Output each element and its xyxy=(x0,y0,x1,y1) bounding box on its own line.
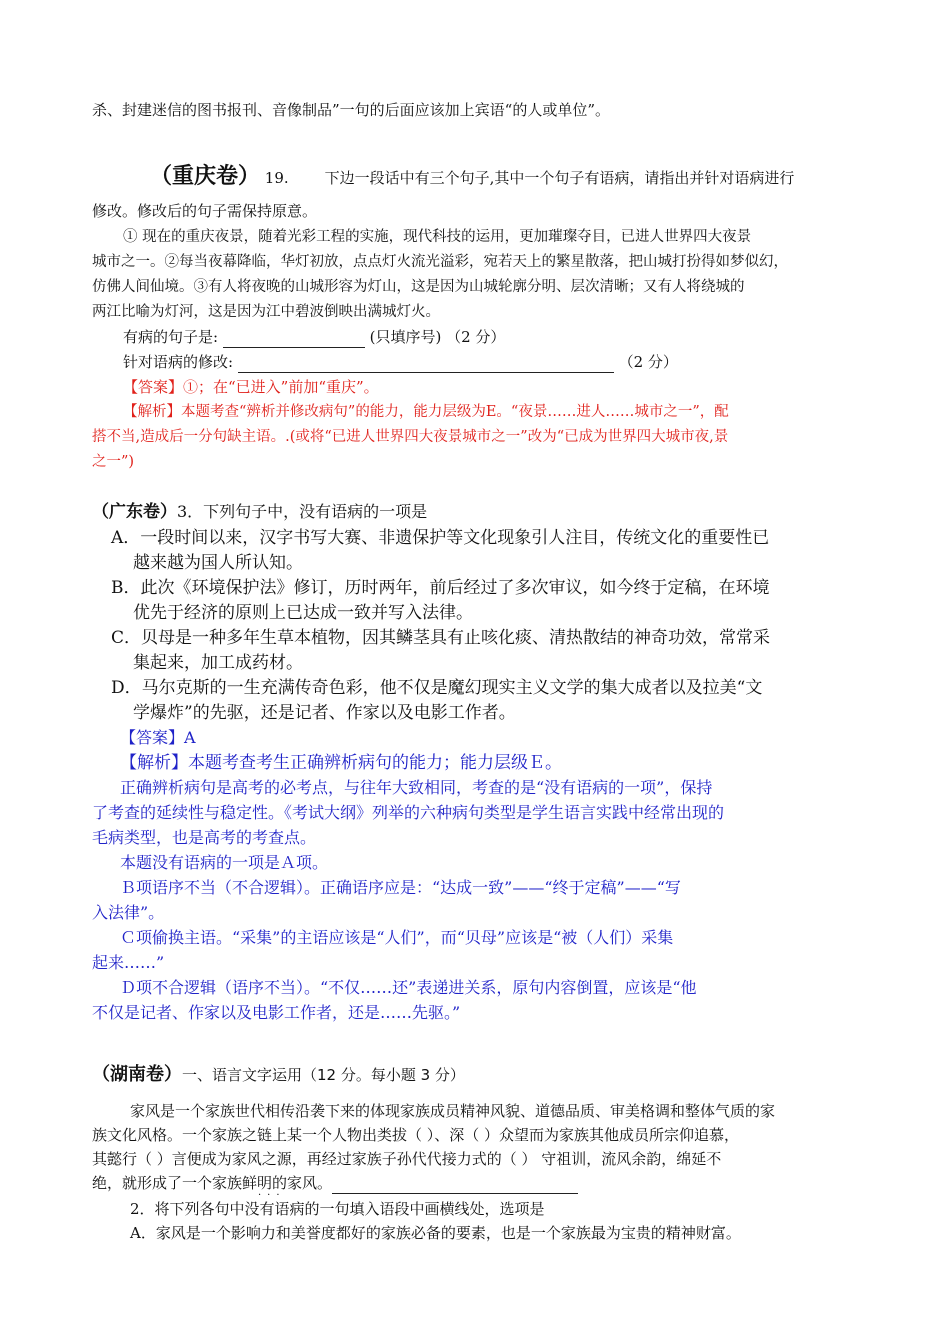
guangdong-option-d-cont: 学爆炸”的先驱，还是记者、作家以及电影工作者。 xyxy=(133,703,516,723)
hunan-passage-line: 族文化风格。一个家族之链上某一个人物出类拔（ ）、深（ ）众望而为家族其他成员所宗仰追慕， xyxy=(92,1126,740,1144)
chongqing-prompt-line-2: 修改。修改后的句子需保持原意。 xyxy=(92,202,318,220)
guangdong-analysis-line: 【解析】本题考查考生正确辨析病句的能力；能力层级Ｅ。 xyxy=(120,753,562,773)
guangdong-analysis-line: 本题没有语病的一项是Ａ项。 xyxy=(120,853,329,872)
guangdong-label: （广东卷） xyxy=(92,502,177,522)
guangdong-option-d: D．马尔克斯的一生充满传奇色彩，他不仅是魔幻现实主义文学的集大成者以及拉美“文 xyxy=(111,678,763,698)
hunan-section-title: 一、语言文字运用（12 分。每小题 3 分） xyxy=(182,1066,465,1084)
revision-hint: （2 分） xyxy=(618,353,678,371)
guangdong-analysis-line: 不仅是记者、作家以及电影工作者，还是……先驱。” xyxy=(92,1003,461,1022)
chongqing-passage-line: 仿佛人间仙境。③有人将夜晚的山城形容为灯山，这是因为山城轮廓分明、层次清晰；又有人将绕城的 xyxy=(92,279,745,295)
guangdong-answer-value: A xyxy=(184,728,196,747)
revision-blank[interactable] xyxy=(238,356,614,373)
sick-sentence-hint: (只填序号) （2 分） xyxy=(369,328,506,346)
chongqing-question-header xyxy=(150,162,794,193)
chongqing-prompt-line-1: 下边一段话中有三个句子,其中一个句子有语病，请指出并针对语病进行 xyxy=(324,169,795,187)
hunan-underline-blank[interactable] xyxy=(332,1175,578,1194)
chongqing-passage-line: 两江比喻为灯河，这是因为江中碧波倒映出满城灯火。 xyxy=(92,304,440,320)
guangdong-analysis-line: Ｂ项语序不当（不合逻辑）。正确语序应是：“达成一致”——“终于定稿”——“写 xyxy=(120,878,681,897)
sick-sentence-blank[interactable] xyxy=(223,331,365,348)
guangdong-analysis-line: 起来……” xyxy=(92,953,165,972)
hunan-passage-line: 其懿行（ ）言便成为家风之源，再经过家族子孙代代接力式的（ ） 守祖训，流风余韵，绵延不 xyxy=(92,1150,722,1168)
sick-sentence-label: 有病的句子是: xyxy=(123,328,219,346)
guangdong-option-c: C．贝母是一种多年生草本植物，因其鳞茎具有止咳化痰、清热散结的神奇功效，常常采 xyxy=(111,628,771,648)
guangdong-question-text: 3．下列句子中，没有语病的一项是 xyxy=(177,502,428,521)
hunan-question-2: 2．将下列各句中没有语病的一句填入语段中画横线处，选项是 xyxy=(130,1200,545,1218)
guangdong-analysis-line: Ｄ项不合逻辑（语序不当）。“不仅……还”表递进关系，原句内容倒置，应该是“他 xyxy=(120,978,697,997)
guangdong-option-b-cont: 优先于经济的原则上已达成一致并写入法律。 xyxy=(133,603,473,623)
chongqing-label: （重庆卷） xyxy=(150,164,261,189)
emphasis-dots: ··· xyxy=(258,1190,286,1201)
chongqing-question-number: 19. xyxy=(264,169,289,187)
guangdong-answer xyxy=(120,726,196,750)
guangdong-option-a: A．一段时间以来，汉字书写大赛、非遗保护等文化现象引人注目，传统文化的重要性已 xyxy=(111,528,770,548)
guangdong-question-header xyxy=(92,500,427,524)
guangdong-analysis-line: 了考查的延续性与稳定性。《考试大纲》列举的六种病句类型是学生语言实践中经常出现的 xyxy=(92,803,725,822)
guangdong-option-b: B．此次《环境保护法》修订，历时两年，前后经过了多次审议，如今终于定稿，在环境 xyxy=(111,578,770,598)
chongqing-analysis-line: 之一”) xyxy=(92,454,135,470)
hunan-header xyxy=(92,1062,465,1088)
hunan-passage-line: 家风是一个家族世代相传沿袭下来的体现家族成员精神风貌、道德品质、审美格调和整体气质的家 xyxy=(130,1102,776,1120)
chongqing-passage-line: 城市之一。②每当夜幕降临，华灯初放，点点灯火流光溢彩，宛若天上的繁星散落，把山城打扮得如梦似幻， xyxy=(92,254,788,270)
hunan-label: （湖南卷） xyxy=(92,1064,182,1085)
hunan-passage-line-last xyxy=(92,1172,578,1194)
chongqing-answer: 【答案】①；在“已进入”前加“重庆”。 xyxy=(123,378,379,396)
chongqing-analysis-line: 【解析】本题考查“辨析并修改病句”的能力，能力层级为E。“夜景……进人……城市之一”，配 xyxy=(123,404,729,420)
hunan-question-2-option-a: A．家风是一个影响力和美誉度都好的家族必备的要素，也是一个家族最为宝贵的精神财富。 xyxy=(130,1224,741,1242)
guangdong-analysis-line: 入法律”。 xyxy=(92,903,165,922)
guangdong-option-c-cont: 集起来，加工成药材。 xyxy=(133,653,303,673)
guangdong-analysis-line: Ｃ项偷换主语。“采集”的主语应该是“人们”，而“贝母”应该是“被（人们）采集 xyxy=(120,928,674,947)
chongqing-fill-row-2 xyxy=(123,351,678,373)
chongqing-analysis-line: 搭不当,造成后一分句缺主语。.(或将“已进人世界四大夜景城市之一”改为“已成为世界四大城市夜,景 xyxy=(92,429,729,445)
intro-tail-text: 杀、封建迷信的图书报刊、音像制品”一句的后面应该加上宾语“的人或单位”。 xyxy=(92,101,611,119)
chongqing-fill-row-1 xyxy=(123,326,505,348)
guangdong-analysis-line: 毛病类型，也是高考的考查点。 xyxy=(92,828,317,847)
guangdong-analysis-line: 正确辨析病句是高考的必考点，与往年大致相同，考查的是“没有语病的一项”，保持 xyxy=(120,778,713,797)
guangdong-answer-tag: 【答案】 xyxy=(120,728,185,747)
chongqing-passage-line: ① 现在的重庆夜景，随着光彩工程的实施，现代科技的运用，更加璀璨夺目，已进人世界四大夜景 xyxy=(123,229,752,245)
hunan-passage-text: 绝，就形成了一个家族鲜明的家风。 xyxy=(92,1174,333,1192)
guangdong-option-a-cont: 越来越为国人所认知。 xyxy=(133,553,303,573)
revision-label: 针对语病的修改: xyxy=(123,353,234,371)
